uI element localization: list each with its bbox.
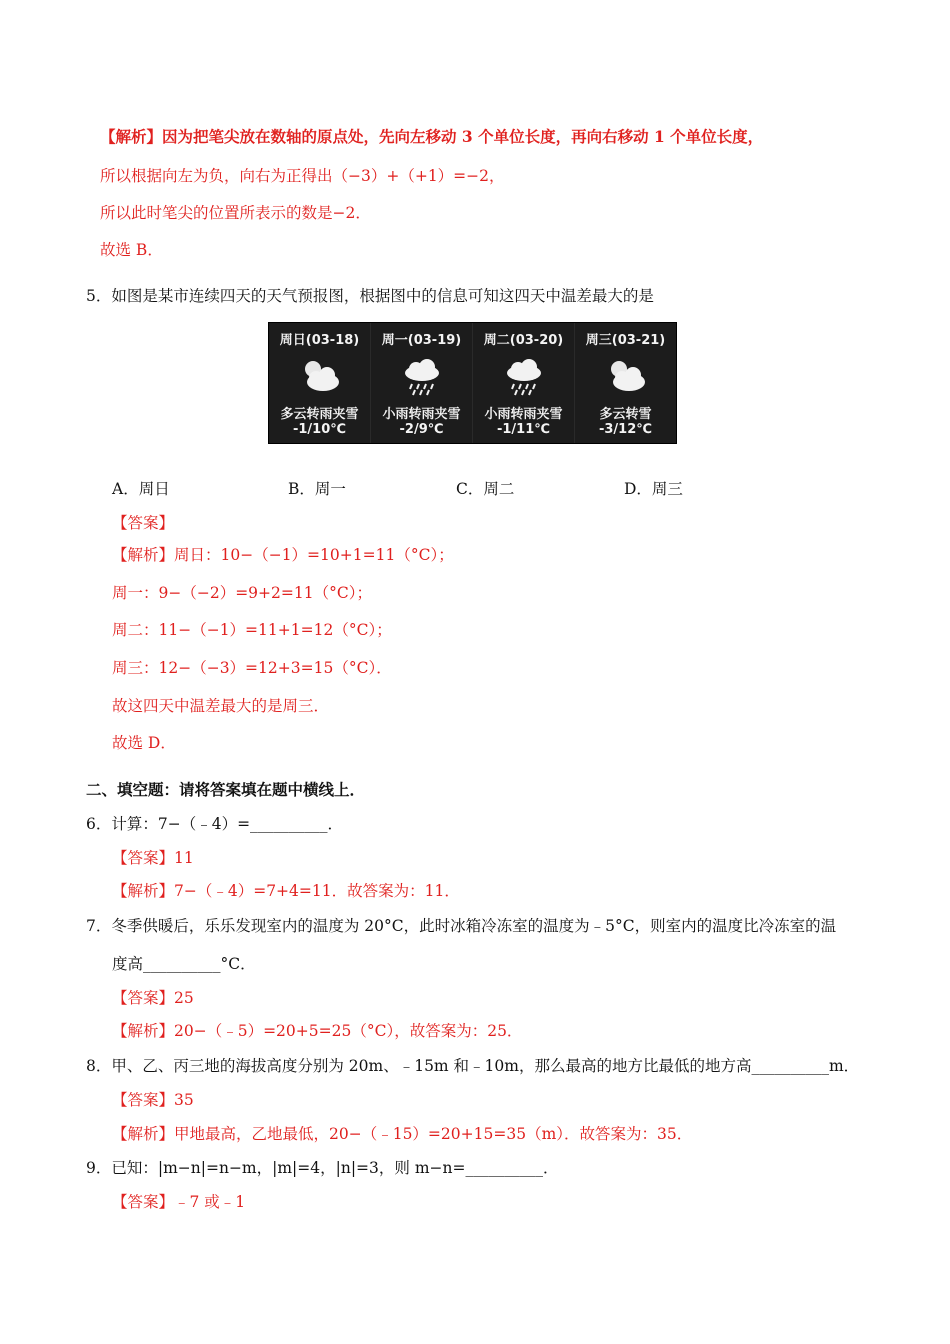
weather-temp: -2/9℃ <box>399 422 444 437</box>
weather-temp: -3/12℃ <box>598 422 653 437</box>
q5-option-a: A．周日 <box>112 480 170 498</box>
q8-analysis: 【解析】甲地最高，乙地最低，20−（﹣15）=20+15=35（m）．故答案为：35． <box>112 1125 693 1143</box>
section-title-fill-in: 二、填空题：请将答案填在题中横线上． <box>86 780 366 799</box>
cloud-rain-icon <box>398 356 446 396</box>
q6-stem: 6．计算：7−（﹣4）=__________． <box>86 815 344 833</box>
q4-analysis-line4: 故选 B． <box>100 241 163 259</box>
weather-day-monday <box>370 323 472 443</box>
q4-analysis-line1: 【解析】因为把笔尖放在数轴的原点处，先向左移动 3 个单位长度，再向右移动 1 个单位长度， <box>100 127 764 146</box>
q5-option-d: D．周三 <box>624 480 683 498</box>
q9-answer: 【答案】﹣7 或﹣1 <box>112 1193 246 1211</box>
weather-condition: 小雨转雨夹雪 <box>484 407 563 422</box>
q5-analysis-line1: 【解析】周日：10−（−1）=10+1=11（°C）； <box>112 546 454 564</box>
q5-analysis-line3: 周二：11−（−1）=11+1=12（°C）； <box>112 621 392 639</box>
q5-answer-label: 【答案】 <box>112 514 175 532</box>
q5-analysis-line5: 故这四天中温差最大的是周三． <box>112 697 330 715</box>
weather-forecast-image <box>268 322 677 444</box>
weather-day-sunday <box>269 323 370 443</box>
q7-analysis: 【解析】20−（﹣5）=20+5=25（°C），故答案为：25． <box>112 1022 523 1040</box>
q5-option-b: B．周一 <box>288 480 346 498</box>
weather-day-wednesday <box>574 323 676 443</box>
cloud-rain-icon <box>500 356 548 396</box>
q5-analysis-line4: 周三：12−（−3）=12+3=15（°C）． <box>112 659 392 677</box>
q6-analysis: 【解析】7−（﹣4）=7+4=11．故答案为：11． <box>112 882 460 900</box>
q5-option-c: C．周二 <box>456 480 515 498</box>
weather-condition: 多云转雪 <box>599 407 652 422</box>
weather-day-label: 周二(03-20) <box>483 333 564 348</box>
weather-condition: 小雨转雨夹雪 <box>382 407 461 422</box>
weather-day-label: 周三(03-21) <box>585 333 666 348</box>
weather-temp: -1/11℃ <box>496 422 551 437</box>
q7-stem-line2: 度高__________°C． <box>112 955 256 973</box>
q7-stem-line1: 7．冬季供暖后，乐乐发现室内的温度为 20°C，此时冰箱冷冻室的温度为﹣5°C，则室内的温度比冷冻室的温 <box>86 917 837 935</box>
q4-analysis-line3: 所以此时笔尖的位置所表示的数是−2． <box>100 204 371 222</box>
q8-stem: 8．甲、乙、丙三地的海拔高度分别为 20m、﹣15m 和﹣10m，那么最高的地方比最低的地方高__________m． <box>86 1057 860 1075</box>
cloud-sun-icon <box>296 356 344 396</box>
weather-day-tuesday <box>472 323 574 443</box>
q5-analysis-line6: 故选 D． <box>112 734 176 752</box>
weather-day-label: 周一(03-19) <box>381 333 462 348</box>
q8-answer: 【答案】35 <box>112 1091 194 1109</box>
cloud-sun-icon <box>602 356 650 396</box>
q6-answer: 【答案】11 <box>112 849 194 867</box>
q7-answer: 【答案】25 <box>112 989 194 1007</box>
weather-temp: -1/10℃ <box>292 422 347 437</box>
q5-stem: 5．如图是某市连续四天的天气预报图，根据图中的信息可知这四天中温差最大的是 <box>86 287 654 305</box>
q9-stem: 9．已知：|m−n|=n−m，|m|=4，|n|=3，则 m−n=__________． <box>86 1159 559 1177</box>
weather-day-label: 周日(03-18) <box>279 333 360 348</box>
q4-analysis-line2: 所以根据向左为负，向右为正得出（−3）+（+1）=−2， <box>100 167 505 185</box>
q5-analysis-line2: 周一：9−（−2）=9+2=11（°C）； <box>112 584 372 602</box>
weather-condition: 多云转雨夹雪 <box>280 407 359 422</box>
